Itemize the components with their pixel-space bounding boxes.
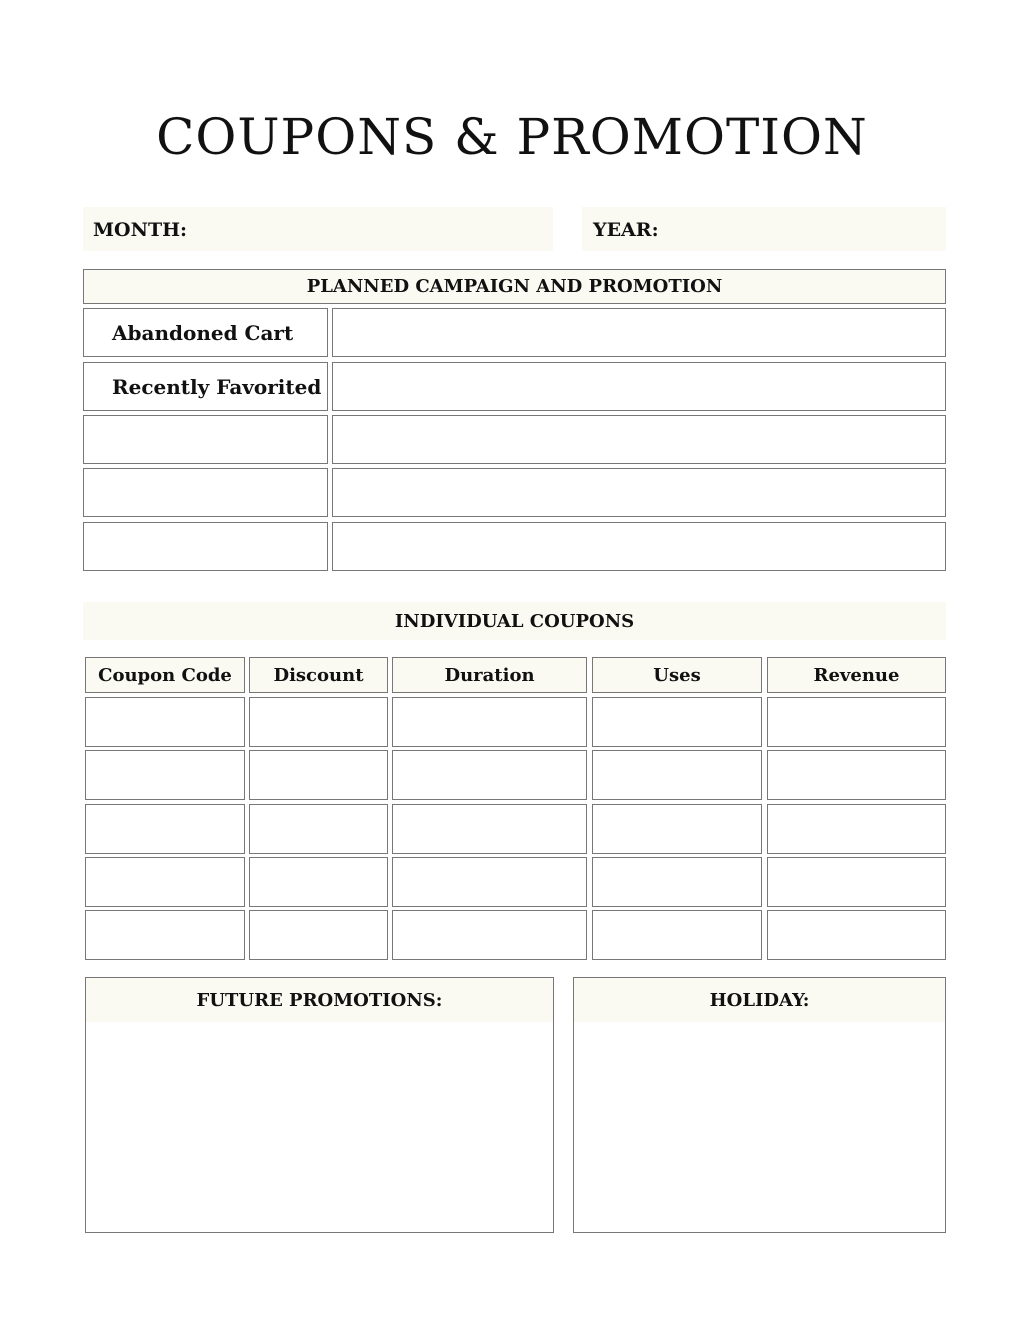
month-field[interactable] [83,207,553,251]
coupon-table-cell[interactable] [85,750,245,800]
coupon-table-cell[interactable] [392,910,587,960]
planned-campaign-header: PLANNED CAMPAIGN AND PROMOTION [83,269,946,304]
coupon-column-header: Duration [392,657,587,693]
coupon-column-header: Coupon Code [85,657,245,693]
coupon-table-cell[interactable] [767,804,946,854]
planned-row-label-cell[interactable] [83,522,328,571]
coupon-table-cell[interactable] [592,857,762,907]
coupon-table-cell[interactable] [249,750,388,800]
coupon-table-cell[interactable] [592,910,762,960]
planned-row-detail-cell[interactable] [332,308,946,357]
coupon-table-cell[interactable] [392,750,587,800]
coupon-table-cell[interactable] [85,857,245,907]
holiday-label: HOLIDAY: [574,978,945,1022]
coupon-column-header: Uses [592,657,762,693]
planned-row-label: Abandoned Cart [112,320,294,345]
coupon-table-cell[interactable] [392,697,587,747]
coupon-table-cell[interactable] [249,857,388,907]
coupon-table-cell[interactable] [249,804,388,854]
coupon-table-cell[interactable] [767,910,946,960]
future-promotions-label: FUTURE PROMOTIONS: [86,978,553,1022]
coupon-table-cell[interactable] [85,910,245,960]
coupon-table-cell[interactable] [592,697,762,747]
coupon-table-cell[interactable] [767,750,946,800]
page-title: COUPONS & PROMOTION [156,108,868,166]
month-label: MONTH: [93,219,188,241]
planned-row-label-cell[interactable] [83,468,328,517]
coupon-table-cell[interactable] [249,910,388,960]
planned-row-detail-cell[interactable] [332,362,946,411]
individual-coupons-header: INDIVIDUAL COUPONS [83,602,946,640]
planned-row-detail-cell[interactable] [332,468,946,517]
planned-row-label-cell[interactable] [83,308,328,357]
planned-row-label: Recently Favorited [112,374,322,399]
planned-row-detail-cell[interactable] [332,522,946,571]
coupon-table-cell[interactable] [85,804,245,854]
future-promotions-panel[interactable] [85,977,554,1233]
coupon-column-header: Discount [249,657,388,693]
holiday-panel[interactable] [573,977,946,1233]
coupon-table-cell[interactable] [85,697,245,747]
year-field[interactable] [582,207,946,251]
planned-row-detail-cell[interactable] [332,415,946,464]
coupon-table-cell[interactable] [392,857,587,907]
coupon-table-cell[interactable] [392,804,587,854]
coupon-table-cell[interactable] [767,697,946,747]
year-label: YEAR: [593,219,659,241]
coupon-column-header: Revenue [767,657,946,693]
coupon-table-cell[interactable] [592,804,762,854]
coupon-table-cell[interactable] [249,697,388,747]
planned-row-label-cell[interactable] [83,415,328,464]
coupon-table-cell[interactable] [767,857,946,907]
planned-row-label-cell[interactable] [83,362,328,411]
coupon-table-cell[interactable] [592,750,762,800]
